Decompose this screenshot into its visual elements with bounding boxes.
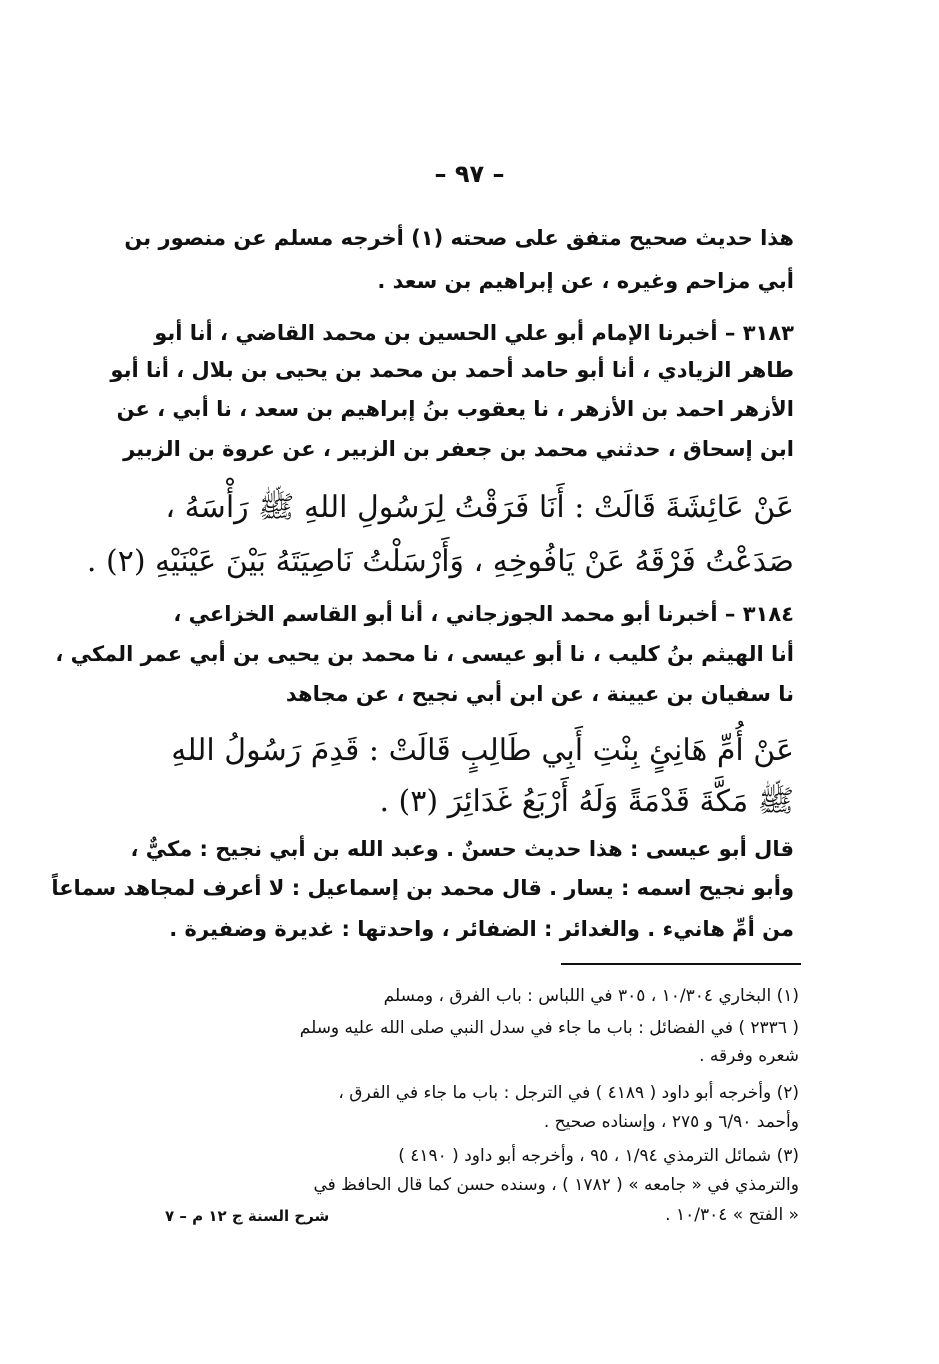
body-line: ٣١٨٤ – أخبرنا أبو محمد الجوزجاني ، أنا أبو القاسم الخزاعي ، <box>173 602 794 626</box>
footnote-line: (٢) وأخرجه أبو داود ( ٤١٨٩ ) في الترجل : باب ما جاء في الفرق ، <box>338 1083 799 1103</box>
footnote-line: (٣) شمائل الترمذي ١/٩٤ ، ٩٥ ، وأخرجه أبو داود ( ٤١٩٠ ) <box>398 1146 799 1166</box>
body-line: وأبو نجيح اسمه : يسار . قال محمد بن إسماعيل : لا أعرف لمجاهد سماعاً <box>51 876 794 900</box>
signature-mark: شرح السنة ج ١٢ م – ٧ <box>165 1207 330 1225</box>
body-line: هذا حديث صحيح متفق على صحته (١) أخرجه مسلم عن منصور بن <box>124 226 794 250</box>
footnote-separator <box>561 963 801 965</box>
body-line: ابن إسحاق ، حدثني محمد بن جعفر بن الزبير ، عن عروة بن الزبير <box>123 437 794 461</box>
hadith-line: صَدَعْتُ فَرْقَهُ عَنْ يَافُوخِهِ ، وَأَرْسَلْتُ نَاصِيَتَهُ بَيْنَ عَيْنَيْهِ (٢) . <box>86 544 794 579</box>
body-line: ٣١٨٣ – أخبرنا الإمام أبو علي الحسين بن محمد القاضي ، أنا أبو <box>154 321 794 345</box>
body-line: أبي مزاحم وغيره ، عن إبراهيم بن سعد . <box>377 269 794 293</box>
footnote-line: ( ٢٣٣٦ ) في الفضائل : باب ما جاء في سدل النبي صلى الله عليه وسلم <box>299 1018 799 1038</box>
footnote-line: (١) البخاري ١٠/٣٠٤ ، ٣٠٥ في اللباس : باب الفرق ، ومسلم <box>383 986 799 1006</box>
footnote-line: وأحمد ٦/٩٠ و ٢٧٥ ، وإسناده صحيح . <box>543 1112 799 1132</box>
body-line: من أمِّ هانيء . والغدائر : الضفائر ، واحدتها : غديرة وضفيرة . <box>169 917 794 941</box>
page-number: – ٩٧ – <box>434 160 505 188</box>
hadith-line: عَنْ عَائِشَةَ قَالَتْ : أَنَا فَرَقْتُ لِرَسُولِ اللهِ ﷺ رَأْسَهُ ، <box>165 490 794 525</box>
body-line: قال أبو عيسى : هذا حديث حسنٌ . وعبد الله بن أبي نجيح : مكيٌّ ، <box>130 837 794 861</box>
footnote-line: شعره وفرقه . <box>699 1046 799 1066</box>
body-line: نا سفيان بن عيينة ، عن ابن أبي نجيح ، عن مجاهد <box>285 682 794 706</box>
body-line: الأزهر احمد بن الأزهر ، نا يعقوب بنُ إبراهيم بن سعد ، نا أبي ، عن <box>116 397 794 421</box>
body-line: طاهر الزيادي ، أنا أبو حامد أحمد بن محمد بن يحيى بن بلال ، أنا أبو <box>110 358 794 382</box>
hadith-line: عَنْ أُمِّ هَانِئٍ بِنْتِ أَبِي طَالِبٍ قَالَتْ : قَدِمَ رَسُولُ اللهِ <box>171 733 794 768</box>
hadith-line: ﷺ مَكَّةَ قَدْمَةً وَلَهُ أَرْبَعُ غَدَائِرَ (٣) . <box>379 784 794 819</box>
footnote-line: والترمذي في « جامعه » ( ١٧٨٢ ) ، وسنده حسن كما قال الحافظ في <box>313 1175 799 1195</box>
footnote-line: « الفتح » ١٠/٣٠٤ . <box>665 1205 799 1225</box>
body-line: أنا الهيثم بنُ كليب ، نا أبو عيسى ، نا محمد بن يحيى بن أبي عمر المكي ، <box>55 642 794 666</box>
